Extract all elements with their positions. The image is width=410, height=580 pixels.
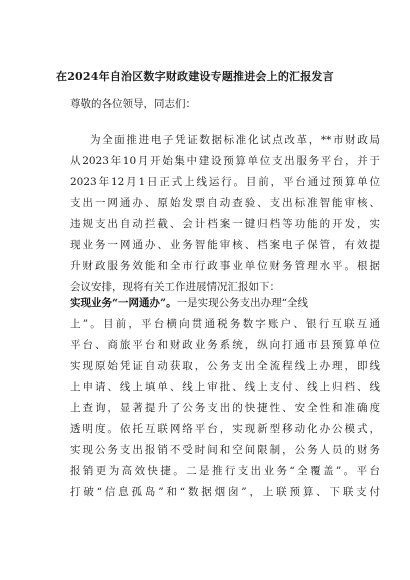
paragraph-line: 打破“信息孤岛”和“数据烟囱”，上联预算、下联支付 <box>70 486 380 498</box>
paragraph-line: 报销更为高效快捷。二是推行支出业务“全覆盖”。平台 <box>70 465 380 477</box>
paragraph-line: 现业务一网通办、业务智能审核、档案电子保管，有效提 <box>70 239 380 251</box>
paragraph-line: 实现公务支出报销不受时间和空间限制，公务人员的财务 <box>70 444 380 456</box>
paragraph-line: 实现原始凭证自动获取，公务支出全流程线上办理，即线 <box>70 360 380 372</box>
paragraph-line: 上查询，显著提升了公务支出的快捷性、安全性和准确度 <box>70 402 380 414</box>
paragraph-line: 平台、商旅平台和财政业务系统，纵向打通市县预算单位 <box>70 339 380 351</box>
paragraph-line: 为全面推进电子凭证数据标准化试点改革，**市财政局 <box>70 134 380 146</box>
section-lead-heading: 实现业务“一网通办”。 <box>70 297 177 309</box>
paragraph-line: 升财政服务效能和全市行政事业单位财务管理水平。根据 <box>70 260 380 272</box>
paragraph-intro <box>70 130 380 298</box>
paragraph-line: 2023年12月1日正式上线运行。目前，平台通过预算单位 <box>70 176 380 188</box>
paragraph-first-line <box>70 293 380 314</box>
paragraph-line: 上”。目前，平台横向贯通税务数字账户、银行互联互通 <box>70 318 380 330</box>
paragraph-line: 上申请、线上填单、线上审批、线上支付、线上归档、线 <box>70 381 380 393</box>
paragraph-line-text: 一是实现公务支出办理“全线 <box>176 297 308 309</box>
paragraph-one-stop-service <box>70 293 380 503</box>
paragraph-line: 透明度。依托互联网络平台，实现新型移动化办公模式， <box>70 423 380 435</box>
paragraph-line: 违规支出自动拦截、会计档案一键归档等功能的开发，实 <box>70 218 380 230</box>
document-title: 在2024年自治区数字财政建设专题推进会上的汇报发言 <box>56 70 334 83</box>
salutation: 尊敬的各位领导，同志们： <box>70 98 196 110</box>
paragraph-line: 支出一网通办、原始发票自动查验、支出标准智能审核、 <box>70 197 380 209</box>
paragraph-line: 会议安排，现将有关工作进展情况汇报如下： <box>70 281 280 293</box>
paragraph-line: 从2023年10月开始集中建设预算单位支出服务平台，并于 <box>70 155 380 167</box>
